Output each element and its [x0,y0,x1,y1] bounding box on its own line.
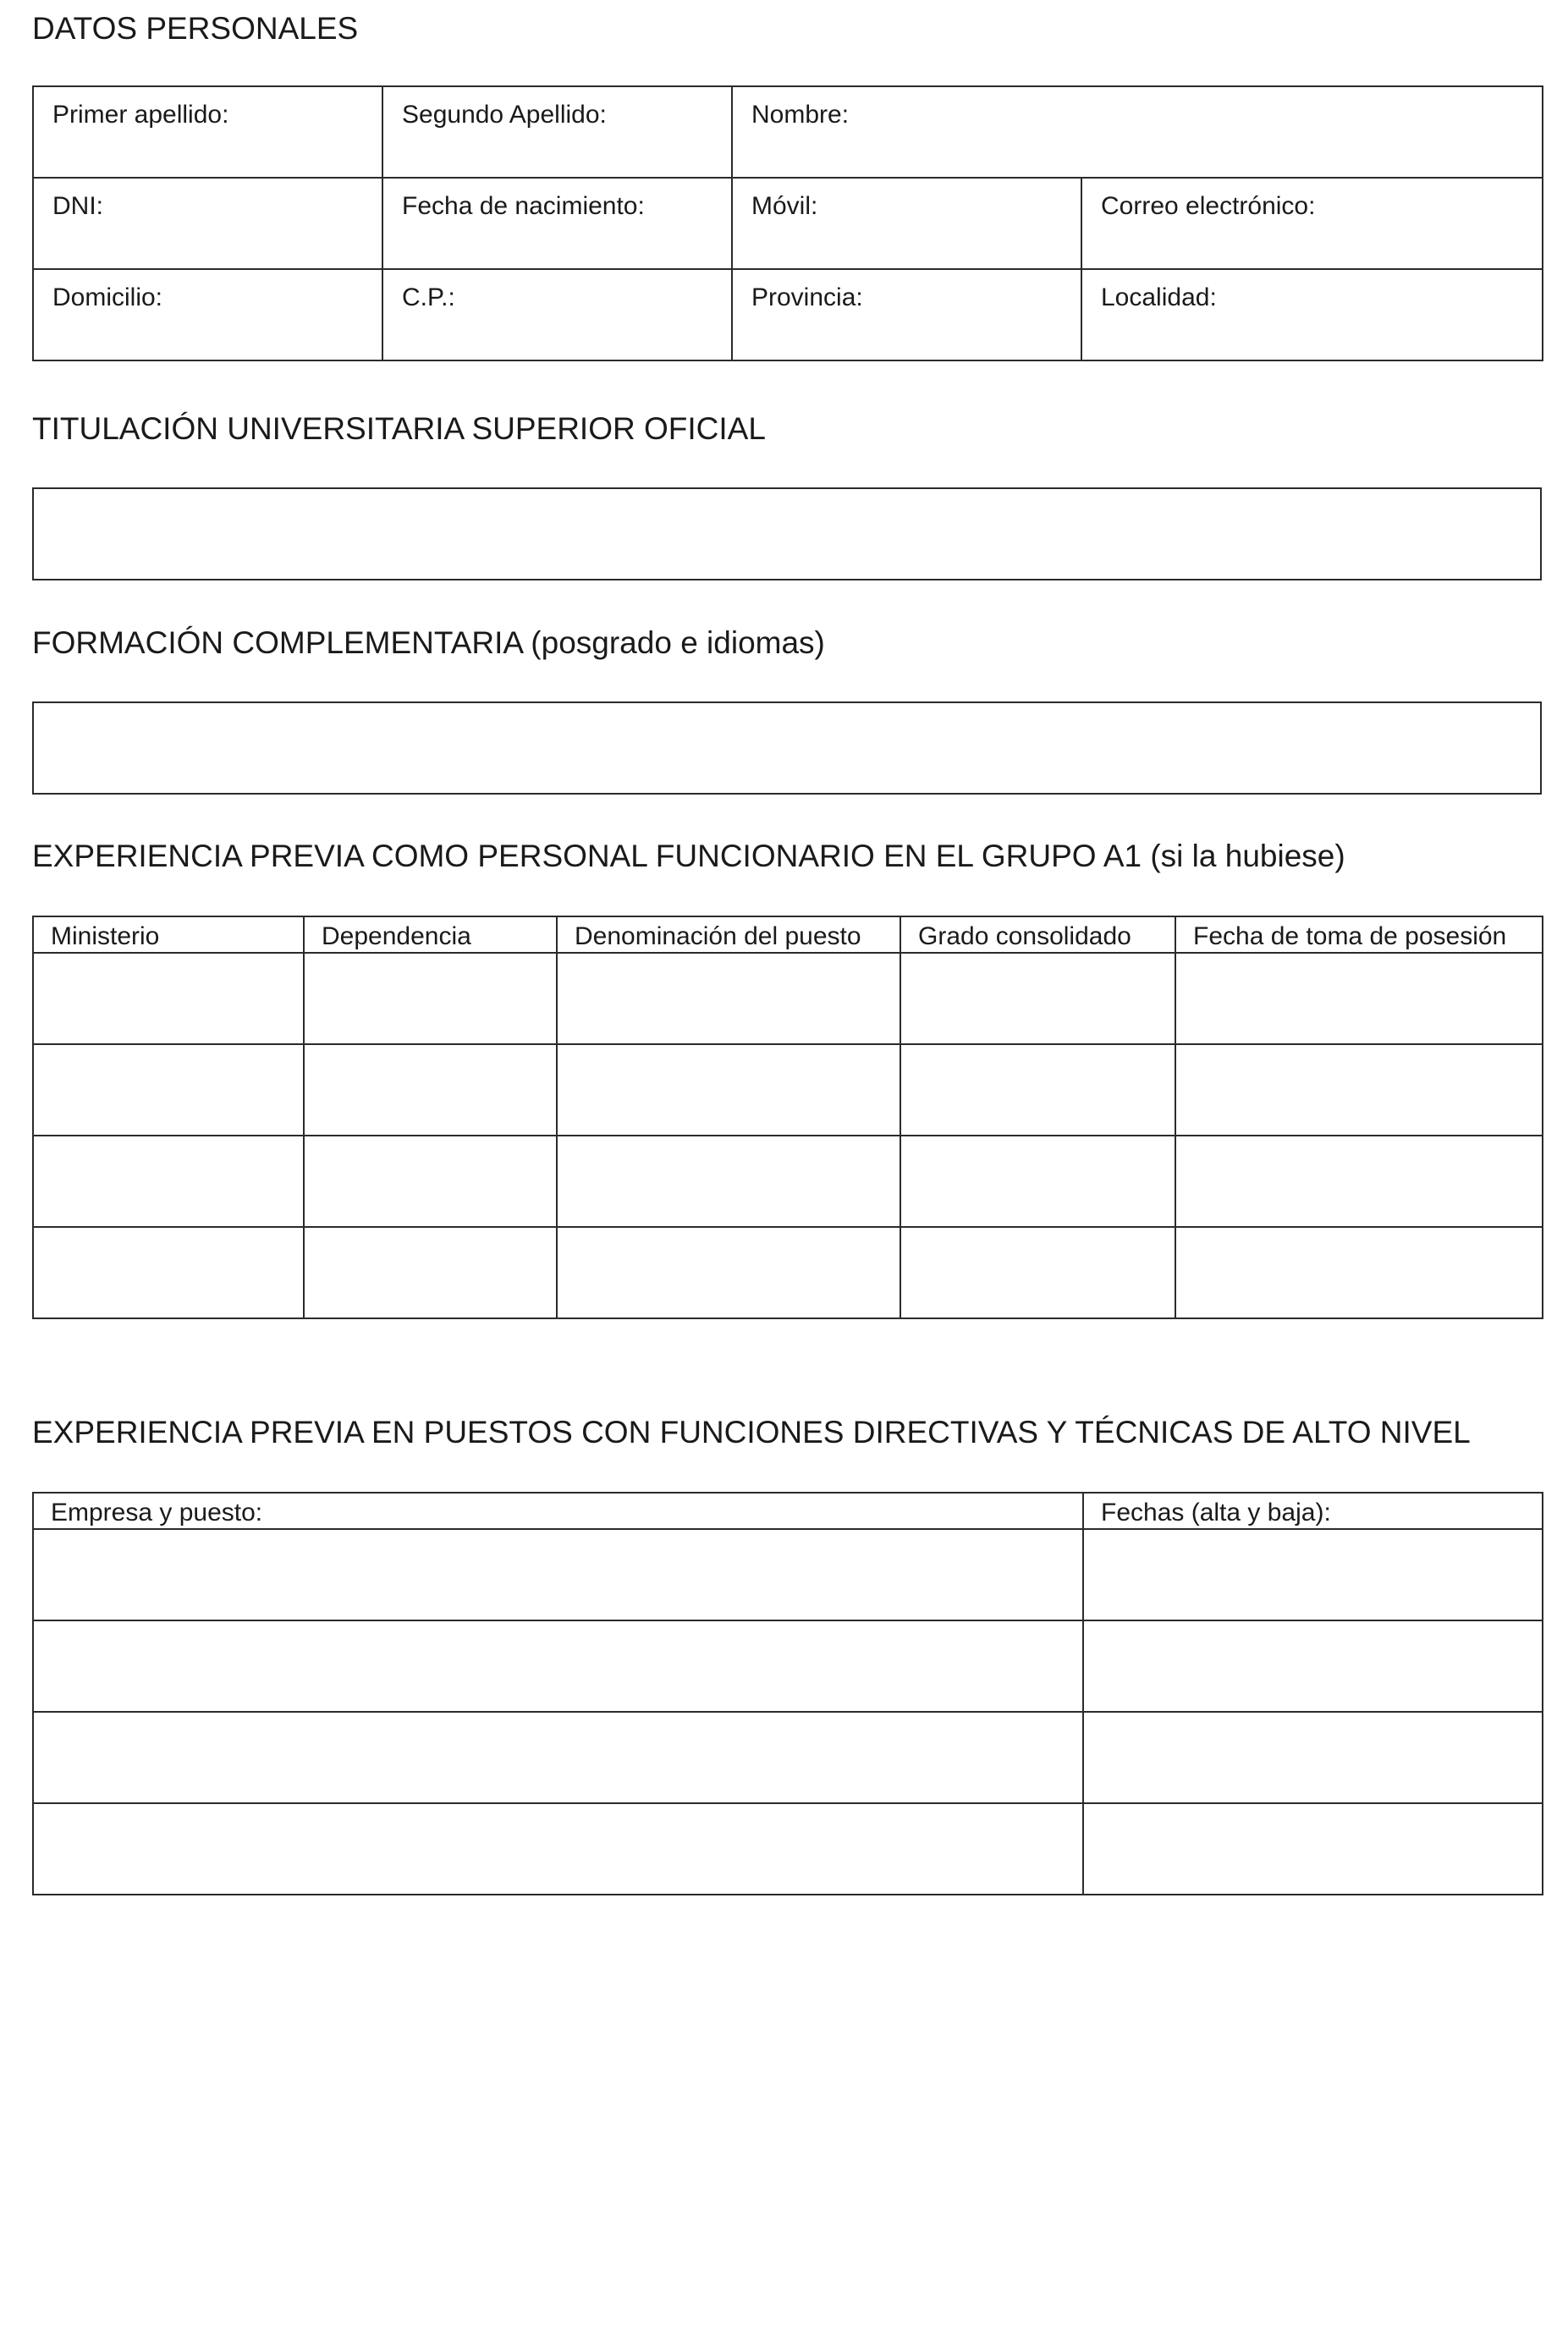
table-cell[interactable] [33,1529,1083,1620]
table-cell[interactable] [1083,1529,1543,1620]
personal-data-table [32,85,1543,361]
table-cell[interactable] [557,953,900,1044]
table-row [33,1227,1543,1318]
table-cell[interactable] [557,1044,900,1136]
table-cell[interactable] [33,953,304,1044]
name-field[interactable]: Nombre: [732,86,1543,178]
table-row [33,1136,1543,1227]
table-cell[interactable] [33,1136,304,1227]
column-header: Fechas (alta y baja): [1083,1493,1543,1529]
table-cell[interactable] [1175,1044,1543,1136]
column-header: Denominación del puesto [557,916,900,953]
table-cell[interactable] [1083,1803,1543,1895]
second-surname-field[interactable]: Segundo Apellido: [382,86,732,178]
table-cell[interactable] [33,1227,304,1318]
section-title-degree: TITULACIÓN UNIVERSITARIA SUPERIOR OFICIAL [32,411,766,446]
email-field[interactable]: Correo electrónico: [1081,178,1543,269]
degree-field[interactable] [33,488,1541,580]
table-cell[interactable] [557,1227,900,1318]
locality-field[interactable]: Localidad: [1081,269,1543,360]
table-cell[interactable] [33,1620,1083,1712]
table-cell[interactable] [1083,1620,1543,1712]
table-cell[interactable] [1083,1712,1543,1803]
dni-field[interactable]: DNI: [33,178,382,269]
table-cell[interactable] [900,1227,1175,1318]
management-table [32,1492,1543,1895]
table-row [33,1529,1543,1620]
table-cell[interactable] [1175,953,1543,1044]
column-header: Empresa y puesto: [33,1493,1083,1529]
column-header: Ministerio [33,916,304,953]
province-field[interactable]: Provincia: [732,269,1081,360]
column-header: Grado consolidado [900,916,1175,953]
postal-code-field[interactable]: C.P.: [382,269,732,360]
table-row [33,1803,1543,1895]
civil-service-table [32,916,1543,1319]
table-cell[interactable] [304,953,557,1044]
table-cell[interactable] [33,1803,1083,1895]
table-cell[interactable] [900,953,1175,1044]
section-title-civil-service: EXPERIENCIA PREVIA COMO PERSONAL FUNCIONARIO EN EL GRUPO A1 (si la hubiese) [32,839,1345,873]
table-header-row [33,916,1543,953]
table-cell[interactable] [304,1227,557,1318]
training-field[interactable] [33,702,1541,794]
first-surname-field[interactable]: Primer apellido: [33,86,382,178]
degree-table [32,487,1542,580]
table-cell[interactable] [557,1136,900,1227]
section-title-personal-data: DATOS PERSONALES [32,11,359,46]
table-cell[interactable] [1175,1136,1543,1227]
section-title-management: EXPERIENCIA PREVIA EN PUESTOS CON FUNCIONES DIRECTIVAS Y TÉCNICAS DE ALTO NIVEL [32,1415,1471,1450]
table-cell[interactable] [33,1044,304,1136]
address-field[interactable]: Domicilio: [33,269,382,360]
table-row [33,1712,1543,1803]
table-row [33,1620,1543,1712]
table-header-row [33,1493,1543,1529]
table-cell[interactable] [304,1044,557,1136]
table-cell[interactable] [900,1044,1175,1136]
table-cell[interactable] [304,1136,557,1227]
training-table [32,701,1542,795]
column-header: Fecha de toma de posesión [1175,916,1543,953]
birth-date-field[interactable]: Fecha de nacimiento: [382,178,732,269]
table-cell[interactable] [33,1712,1083,1803]
column-header: Dependencia [304,916,557,953]
table-row [33,1044,1543,1136]
table-cell[interactable] [900,1136,1175,1227]
table-cell[interactable] [1175,1227,1543,1318]
section-title-training: FORMACIÓN COMPLEMENTARIA (posgrado e idiomas) [32,625,825,660]
mobile-field[interactable]: Móvil: [732,178,1081,269]
table-row [33,953,1543,1044]
